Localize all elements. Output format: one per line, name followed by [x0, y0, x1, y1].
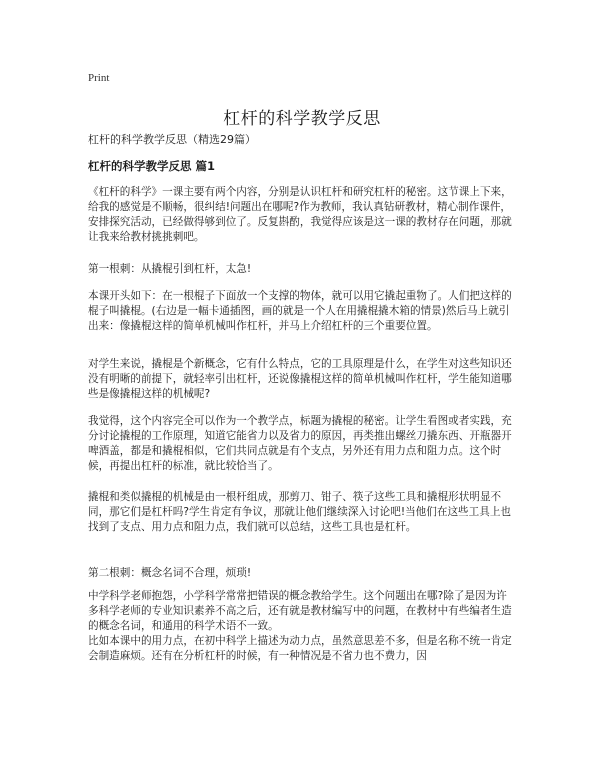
paragraph-terminology-example: 比如本课中的用力点，在初中科学上描述为动力点，虽然意思差不多，但是名称不统一肯定会制造麻烦。还有在分析杠杆的时候，有一种情况是不省力也不费力，因 [88, 635, 512, 662]
paragraph-intro: 《杠杆的科学》一课主要有两个内容，分别是认识杠杆和研究杠杆的秘密。这节课上下来，给我的感觉是不顺畅，很纠结!问题出在哪呢?作为教师，我认真钻研教材，精心制作课件，安排探究活动，已经做得够到位了。反复斟酌，我觉得应该是这一课的教材存在问题，那就让我来给教材挑挑刺吧。 [88, 186, 512, 243]
print-link[interactable]: Print [88, 72, 110, 84]
section-heading: 杠杆的科学教学反思 篇1 [88, 159, 216, 173]
document-subtitle: 杠杆的科学教学反思（精选29篇） [88, 133, 256, 146]
paragraph-student-perspective: 对学生来说，撬棍是个新概念，它有什么特点，它的工具原理是什么，在学生对这些知识还没有明晰的前提下，就轻率引出杠杆，还说像撬棍这样的简单机械叫作杠杆，学生能知道哪些是像撬棍这样的机械呢? [88, 358, 512, 400]
paragraph-tools-comparison: 撬棍和类似撬棍的机械是由一根杆组成，那剪刀、钳子、筷子这些工具和撬棍形状明显不同，那它们是杠杆吗?学生肯定有争议，那就让他们继续深入讨论吧!当他们在这些工具上也找到了支点、用力点和阻力点，我们就可以总结，这些工具也是杠杆。 [88, 491, 512, 533]
paragraph-first-thorn-heading: 第一根刺：从撬棍引到杠杆，太急! [88, 263, 252, 275]
paragraph-lesson-opening: 本课开头如下：在一根棍子下面放一个支撑的物体，就可以用它撬起重物了。人们把这样的棍子叫撬棍。(右边是一幅卡通插图，画的就是一个人在用撬棍撬木箱的情景)然后马上就引出来：像撬棍这样的简单机械叫作杠杆，并马上介绍杠杆的三个重要位置。 [88, 290, 512, 332]
paragraph-teaching-suggestion: 我觉得，这个内容完全可以作为一个教学点，标题为撬棍的秘密。让学生看图或者实践，充分讨论撬棍的工作原理，知道它能省力以及省力的原因，再类推出螺丝刀撬东西、开瓶器开啤酒盖，都是和撬棍相似，它们共同点就是有个支点，另外还有用力点和阻力点。这个时候，再提出杠杆的标准，就比较恰当了。 [88, 415, 512, 472]
paragraph-second-thorn-heading: 第二根刺：概念名词不合理，烦琐! [88, 567, 252, 579]
paragraph-terminology-issue: 中学科学老师抱怨，小学科学常常把错误的概念教给学生。这个问题出在哪?除了是因为许多科学老师的专业知识素养不高之后，还有就是教材编写中的问题，在教材中有些编者生造的概念名词，和通用的科学术语不一致。 [88, 590, 512, 632]
document-title: 杠杆的科学教学反思 [223, 109, 381, 129]
